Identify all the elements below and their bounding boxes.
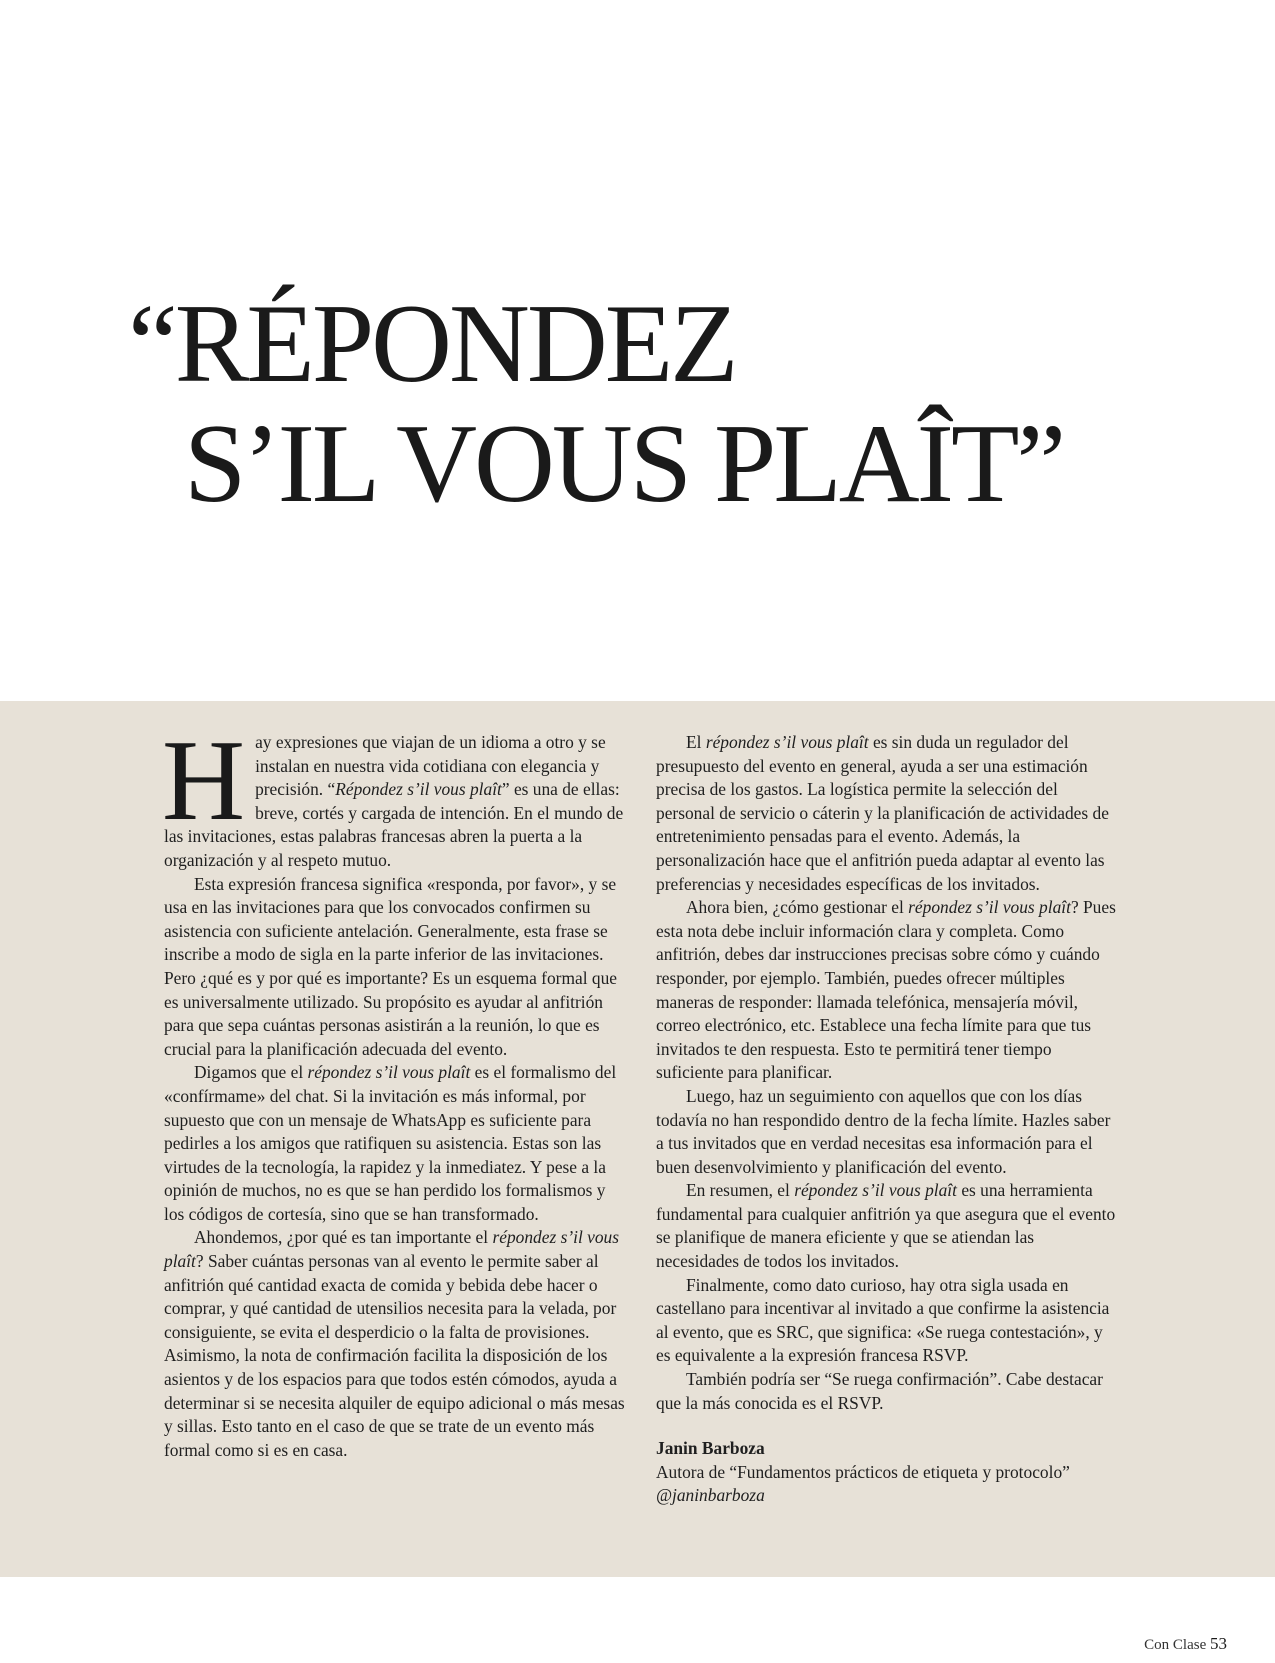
drop-cap: H bbox=[162, 717, 246, 844]
headline-line-2: S’IL VOUS PLAÎT” bbox=[184, 402, 1064, 526]
paragraph: Ahondemos, ¿por qué es tan importante el répondez s’il vous plaît? Saber cuántas personas van al evento le permite saber al anfitrión qué cantidad exacta de comida y bebida debe hacer o comprar, y qué cantidad de utensilios necesita para la velada, por consiguiente, se evita el desperdicio o la falta de provisiones. Asimismo, la nota de confirmación facilita la disposición de los asientos y de los espacios para que todos estén cómodos, ayuda a determinar si se necesita alquiler de equipo adicional o más mesas y sillas. Esto tanto en el caso de que se trate de un evento más formal como si es en casa. bbox=[164, 1227, 625, 1460]
paragraph-text: ay expresiones que viajan de un idioma a otro y se instalan en nuestra vida cotidiana con elegancia y precisión. “Répondez s’il vous plaît” es una de ellas: breve, cortés y cargada de intención. En el mundo de las invitaciones, estas palabras francesas abren la puerta a la organización y al respeto mutuo. bbox=[164, 732, 624, 870]
author-signature bbox=[656, 1437, 1118, 1508]
article-column-left bbox=[162, 717, 626, 1462]
author-handle: @janinbarboza bbox=[656, 1485, 765, 1506]
headline bbox=[128, 284, 1063, 524]
paragraph bbox=[162, 717, 626, 873]
article-column-right bbox=[656, 731, 1118, 1508]
author-name: Janin Barboza bbox=[656, 1438, 765, 1459]
paragraph: También podría ser “Se ruega confirmación”. Cabe destacar que la más conocida es el RSVP. bbox=[656, 1369, 1103, 1413]
headline-line-1: “RÉPONDEZ bbox=[128, 282, 736, 406]
paragraph: Esta expresión francesa significa «responda, por favor», y se usa en las invitaciones para que los convocados confirmen su asistencia con suficiente antelación. Generalmente, esta frase se inscribe a modo de sigla en la parte inferior de las invitaciones. Pero ¿qué es y por qué es importante? Es un esquema formal que es universalmente utilizado. Su propósito es ayudar al anfitrión para que sepa cuántas personas asistirán a la reunión, lo que es crucial para la planificación adecuada del evento. bbox=[164, 873, 617, 1059]
paragraph: El répondez s’il vous plaît es sin duda un regulador del presupuesto del evento en general, ayuda a ser una estimación precisa de los gastos. La logística permite la selección del personal de servicio o cáterin y la planificación de actividades de entretenimiento pensadas para el evento. Además, la personalización hace que el anfitrión pueda adaptar al evento las preferencias y necesidades específicas de los invitados. bbox=[656, 732, 1109, 894]
paragraph: Luego, haz un seguimiento con aquellos que con los días todavía no han respondido dentro de la fecha límite. Hazles saber a tus invitados que en verdad necesitas esa información para el buen desenvolvimiento y planificación del evento. bbox=[656, 1085, 1111, 1177]
magazine-name: Con Clase bbox=[1144, 1637, 1207, 1653]
paragraph: Ahora bien, ¿cómo gestionar el répondez s’il vous plaît? Pues esta nota debe incluir información clara y completa. Como anfitrión, debes dar instrucciones precisas sobre cómo y cuándo responder, por ejemplo. También, puedes ofrecer múltiples maneras de responder: llamada telefónica, mensajería móvil, correo electrónico, etc. Establece una fecha límite para que tus invitados te den respuesta. Esto te permitirá tener tiempo suficiente para planificar. bbox=[656, 897, 1116, 1083]
author-role: Autora de “Fundamentos prácticos de etiqueta y protocolo” bbox=[656, 1461, 1070, 1482]
paragraph: En resumen, el répondez s’il vous plaît es una herramienta fundamental para cualquier anfitrión ya que asegura que el evento se planifique de manera eficiente y que se atiendan las necesidades de todos los invitados. bbox=[656, 1180, 1116, 1272]
page-footer bbox=[1144, 1634, 1227, 1654]
paragraph: Digamos que el répondez s’il vous plaît es el formalismo del «confírmame» del chat. Si la invitación es más informal, por supuesto que con un mensaje de WhatsApp es suficiente para pedirles a los amigos que ratifiquen su asistencia. Estas son las virtudes de la tecnología, la rapidez y la inmediatez. Y pese a la opinión de muchos, no es que se han perdido los formalismos y los códigos de cortesía, sino que se han transformado. bbox=[164, 1062, 617, 1224]
paragraph: Finalmente, como dato curioso, hay otra sigla usada en castellano para incentivar al invitado a que confirme la asistencia al evento, que es SRC, que significa: «Se ruega contestación», y es equivalente a la expresión francesa RSVP. bbox=[656, 1274, 1110, 1366]
page-number: 53 bbox=[1210, 1634, 1227, 1653]
